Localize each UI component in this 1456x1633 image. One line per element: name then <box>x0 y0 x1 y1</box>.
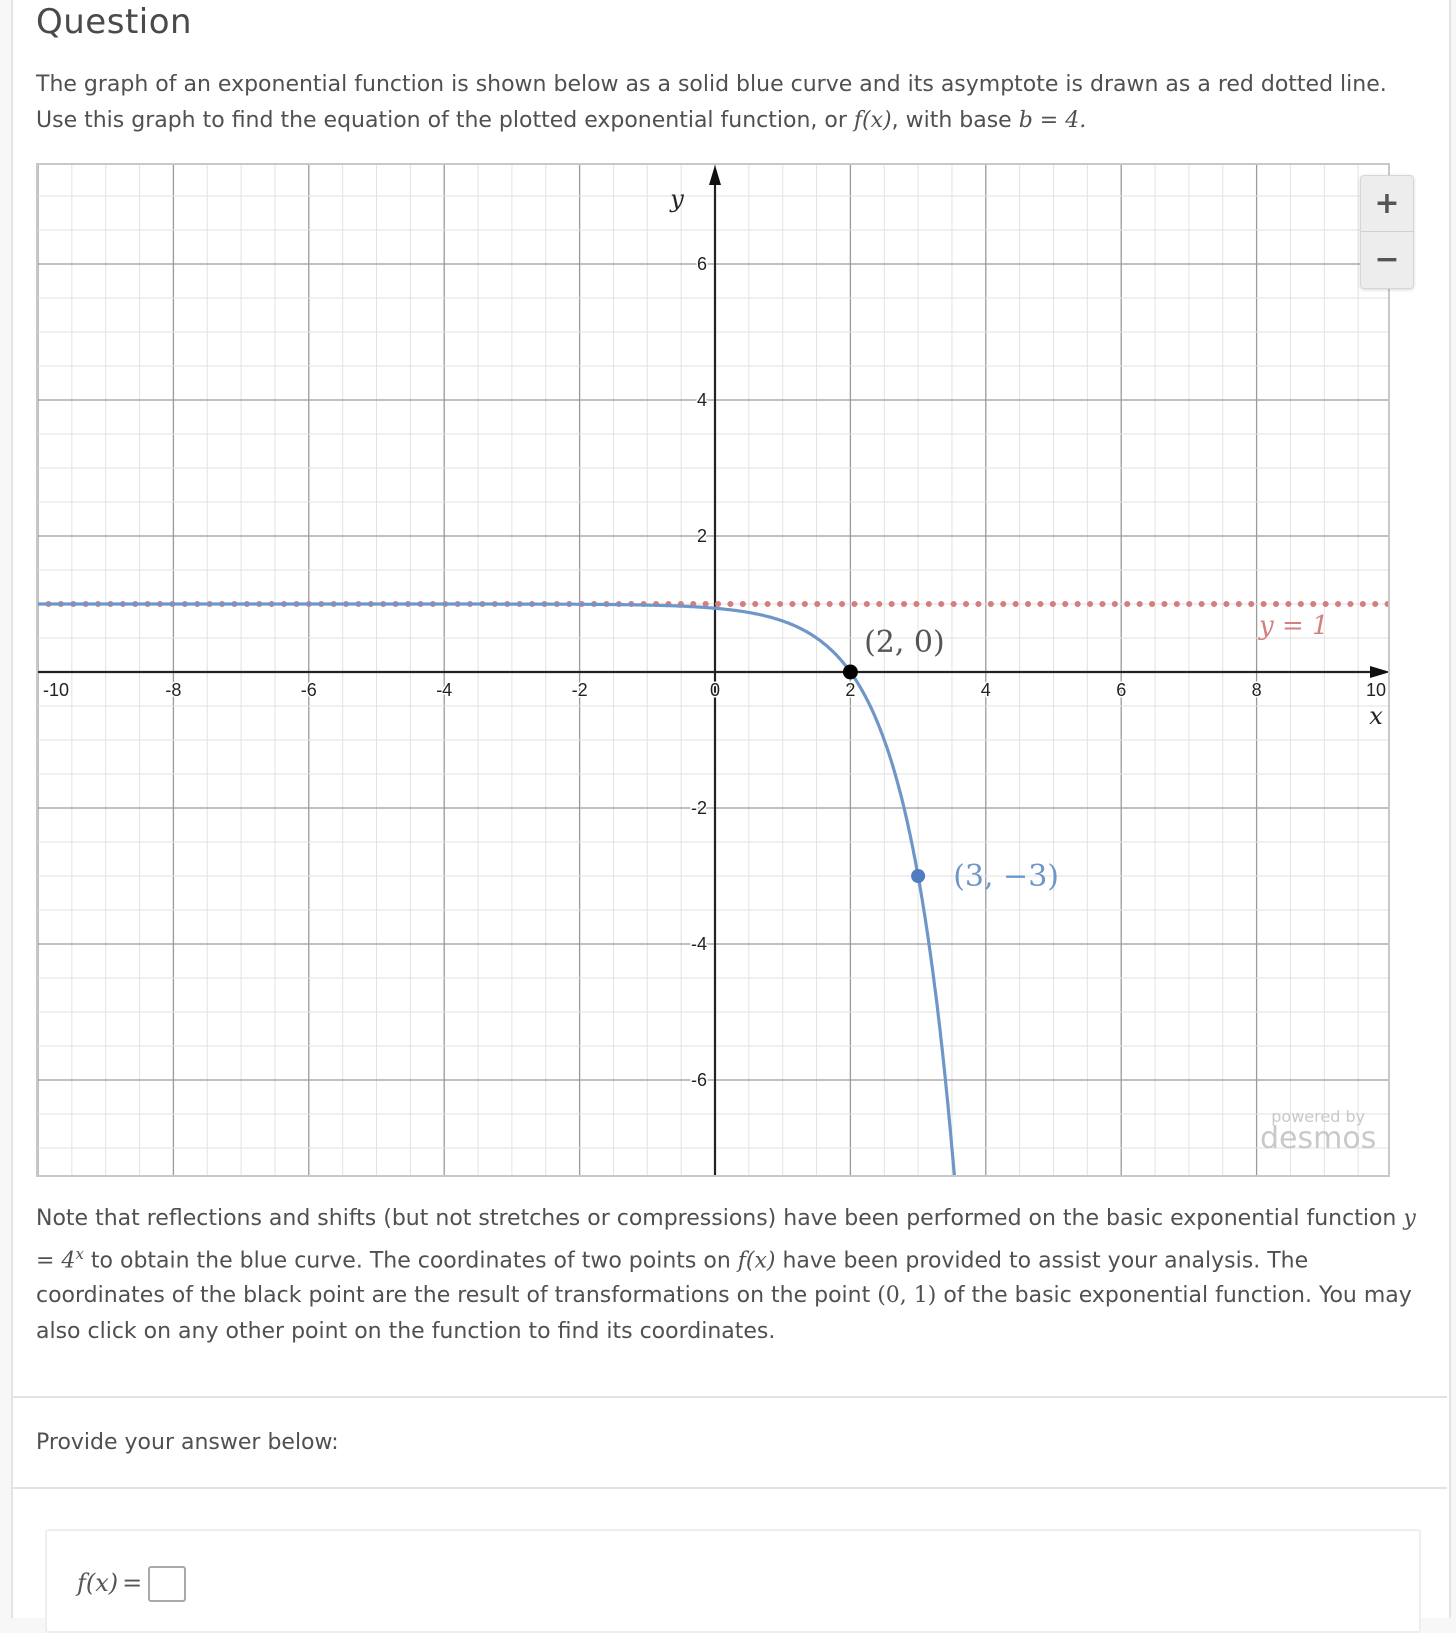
intro-line1: The graph of an exponential function is shown below as a solid blue curve and its asymptote is drawn as a red dotted line. <box>36 72 1387 97</box>
intro-fx: f(x) <box>853 107 892 133</box>
black-point <box>843 665 858 680</box>
answer-input[interactable] <box>148 1566 186 1602</box>
answer-row <box>77 1566 186 1602</box>
x-axis-arrow-icon <box>1370 666 1390 678</box>
x-tick-label: -10 <box>42 680 70 700</box>
provide-answer-label: Provide your answer below: <box>36 1430 339 1455</box>
powered-by-text: powered by <box>1271 1107 1366 1126</box>
x-tick-label: 8 <box>1251 680 1262 700</box>
desmos-graph[interactable] <box>36 163 1390 1177</box>
question-intro <box>36 67 1426 138</box>
note-basic-exp: x <box>75 1244 84 1263</box>
x-tick-label: 2 <box>845 680 856 700</box>
blue-point <box>911 869 925 883</box>
x-tick-label: 0 <box>709 680 721 700</box>
blue-point-label: (3, −3) <box>953 859 1059 894</box>
note-text-4: of the basic exponential function. You may also click on any other point on the function to find its coordinates. <box>36 1283 1412 1344</box>
y-tick-label: -6 <box>690 1070 707 1090</box>
x-tick-label: 10 <box>1365 680 1387 700</box>
note-text-2: to obtain the blue curve. The coordinates of two points on <box>83 1247 738 1273</box>
y-tick-label: 6 <box>696 254 707 274</box>
question-note <box>36 1201 1426 1349</box>
zoom-out-button[interactable]: − <box>1361 231 1413 287</box>
zoom-controls <box>1360 175 1414 289</box>
black-point-label: (2, 0) <box>864 625 945 660</box>
section-divider <box>13 1396 1447 1398</box>
x-tick-label: -8 <box>165 680 182 700</box>
note-text-3: have been provided to assist your analysis. The coordinates of the black point are the result of transformations on the point <box>36 1247 1309 1309</box>
x-tick-label: 4 <box>980 680 991 700</box>
y-tick-label: 4 <box>696 390 707 410</box>
note-point: (0, 1) <box>877 1283 937 1309</box>
y-tick-label: -4 <box>690 934 707 954</box>
y-tick-label: -2 <box>690 798 707 818</box>
intro-base: b = 4. <box>1018 107 1087 133</box>
y-axis-label: y <box>670 185 684 213</box>
answer-container <box>45 1529 1421 1633</box>
note-text-1: Note that reflections and shifts (but not stretches or compressions) have been performed on the basic exponential function <box>36 1206 1404 1231</box>
y-axis-arrow-icon <box>709 165 721 185</box>
x-tick-label: -2 <box>571 680 588 700</box>
answer-label: f(x) <box>77 1569 119 1597</box>
x-tick-label: -6 <box>300 680 317 700</box>
equals-sign: = <box>122 1569 143 1597</box>
graph-canvas[interactable] <box>36 163 1390 1177</box>
desmos-logo: desmos <box>1260 1121 1377 1156</box>
intro-line2-mid: , with base <box>891 107 1019 133</box>
y-tick-label: 2 <box>696 526 707 546</box>
x-tick-label: -4 <box>436 680 453 700</box>
note-fx: f(x) <box>737 1247 776 1273</box>
zoom-in-button[interactable]: + <box>1374 186 1400 221</box>
page-title: Question <box>36 2 193 42</box>
asymptote-label: y = 1 <box>1259 611 1329 641</box>
x-tick-label: 6 <box>1116 680 1127 700</box>
powered-by-desmos <box>1260 1107 1377 1156</box>
x-axis-label: x <box>1369 702 1383 730</box>
intro-line2-prefix: Use this graph to find the equation of the plotted exponential function, or <box>36 107 854 133</box>
note-basic-fn: y = 4 <box>36 1206 1416 1273</box>
section-divider <box>13 1487 1447 1489</box>
